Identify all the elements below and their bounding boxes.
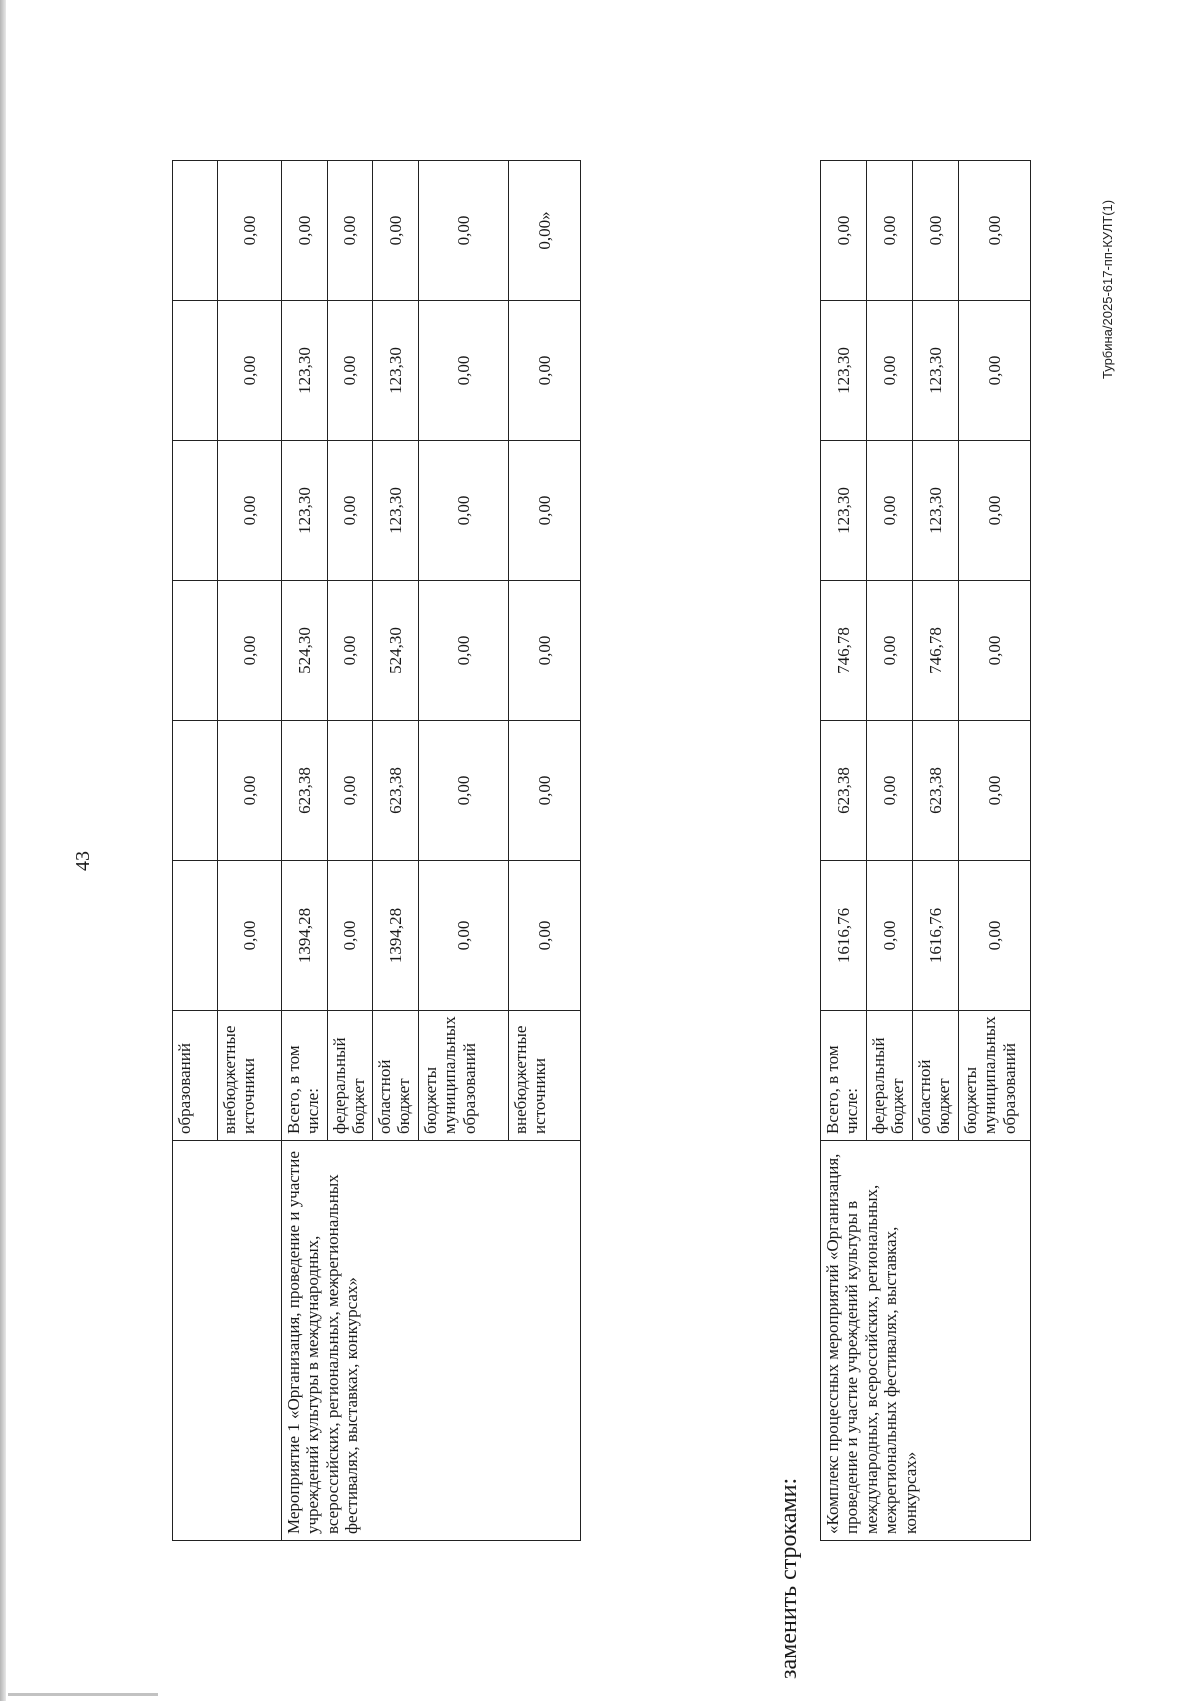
value-cell: 0,00 [867, 301, 913, 441]
value-cell: 0,00 [328, 161, 373, 301]
value-cell: 0,00 [509, 441, 581, 581]
value-cell: 123,30 [913, 301, 959, 441]
value-cell: 0,00 [867, 861, 913, 1011]
value-cell: 0,00 [959, 301, 1031, 441]
table-row [173, 161, 218, 1541]
value-cell: 0,00 [328, 581, 373, 721]
source-label: образований [173, 1011, 218, 1141]
value-cell: 1394,28 [373, 861, 419, 1011]
funding-table-original [172, 160, 581, 1541]
value-cell: 0,00 [419, 861, 509, 1011]
value-cell: 0,00 [328, 301, 373, 441]
value-cell: 123,30 [373, 301, 419, 441]
table-row [821, 161, 867, 1541]
value-cell: 0,00 [218, 581, 282, 721]
event-name: Мероприятие 1 «Организация, проведение и участие учреждений культуры в международных, всероссийских, региональных, межрегиональных фестивалях, выставках, конкурсах» [282, 1141, 581, 1541]
value-cell: 746,78 [821, 581, 867, 721]
value-cell: 0,00 [419, 441, 509, 581]
value-cell: 0,00 [218, 721, 282, 861]
value-cell: 0,00 [867, 581, 913, 721]
value-cell: 123,30 [373, 441, 419, 581]
value-cell: 0,00 [509, 861, 581, 1011]
source-label: внебюджетные источники [218, 1011, 282, 1141]
value-cell: 524,30 [282, 581, 328, 721]
value-cell: 123,30 [821, 441, 867, 581]
value-cell: 0,00 [328, 441, 373, 581]
value-cell: 0,00» [509, 161, 581, 301]
value-cell: 1394,28 [282, 861, 328, 1011]
source-label: федеральный бюджет [867, 1011, 913, 1141]
value-cell: 0,00 [959, 581, 1031, 721]
source-label: областной бюджет [373, 1011, 419, 1141]
funding-table-replacement [820, 160, 1031, 1541]
table-row [282, 161, 328, 1541]
empty-cell [173, 1141, 282, 1541]
value-cell: 0,00 [821, 161, 867, 301]
value-cell: 623,38 [913, 721, 959, 861]
value-cell: 623,38 [373, 721, 419, 861]
value-cell: 524,30 [373, 581, 419, 721]
value-cell: 0,00 [218, 161, 282, 301]
value-cell: 123,30 [821, 301, 867, 441]
replace-heading: заменить строками: [776, 1477, 802, 1679]
event-name: «Комплекс процессных мероприятий «Организация, проведение и участие учреждений культуры в международных, всероссийских, региональных, межрегиональных фестивалях, выставках, конкурсах» [821, 1141, 1031, 1541]
value-cell: 0,00 [419, 581, 509, 721]
source-label: областной бюджет [913, 1011, 959, 1141]
value-cell: 0,00 [509, 581, 581, 721]
value-cell: 623,38 [282, 721, 328, 861]
value-cell: 0,00 [959, 721, 1031, 861]
source-label: федеральный бюджет [328, 1011, 373, 1141]
value-cell: 123,30 [282, 441, 328, 581]
value-cell: 0,00 [419, 161, 509, 301]
value-cell: 623,38 [821, 721, 867, 861]
page-number: 43 [72, 851, 94, 871]
value-cell: 1616,76 [913, 861, 959, 1011]
value-cell: 0,00 [509, 721, 581, 861]
value-cell: 0,00 [218, 441, 282, 581]
value-cell: 0,00 [867, 161, 913, 301]
source-label: Всего, в том числе: [282, 1011, 328, 1141]
value-cell: 746,78 [913, 581, 959, 721]
value-cell: 0,00 [959, 441, 1031, 581]
value-cell: 0,00 [913, 161, 959, 301]
value-cell: 0,00 [959, 161, 1031, 301]
value-cell: 0,00 [218, 301, 282, 441]
source-label: Всего, в том числе: [821, 1011, 867, 1141]
value-cell: 0,00 [328, 721, 373, 861]
value-cell: 0,00 [419, 721, 509, 861]
value-cell: 123,30 [913, 441, 959, 581]
value-cell: 123,30 [282, 301, 328, 441]
source-label: внебюджетные источники [509, 1011, 581, 1141]
value-cell: 0,00 [867, 441, 913, 581]
value-cell: 0,00 [373, 161, 419, 301]
source-label: бюджеты муниципальных образований [419, 1011, 509, 1141]
value-cell: 0,00 [282, 161, 328, 301]
value-cell: 0,00 [867, 721, 913, 861]
value-cell: 0,00 [509, 301, 581, 441]
value-cell: 0,00 [218, 861, 282, 1011]
value-cell: 0,00 [328, 861, 373, 1011]
document-code: Турбина/2025-617-пп-КУЛТ(1) [1100, 199, 1115, 379]
value-cell: 0,00 [959, 861, 1031, 1011]
value-cell: 0,00 [419, 301, 509, 441]
value-cell: 1616,76 [821, 861, 867, 1011]
source-label: бюджеты муниципальных образований [959, 1011, 1031, 1141]
